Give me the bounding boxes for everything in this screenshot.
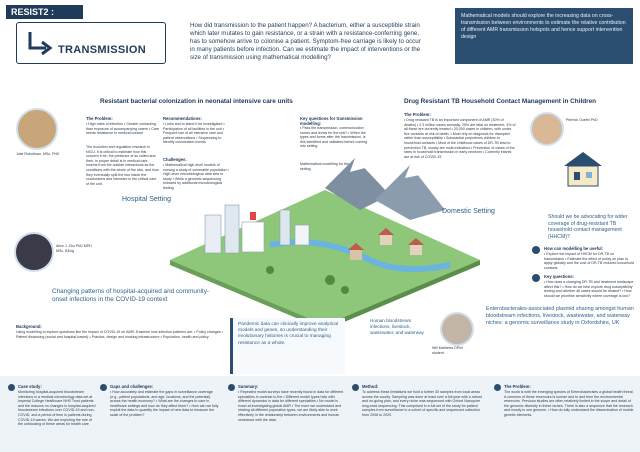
math-note: Mathematical modelling for the setting bbox=[300, 162, 349, 171]
changing-patterns-heading: Changing patterns of hospital-acquired and community-onset infections in the COVID-19 context bbox=[52, 288, 210, 303]
tb-key-questions-text: • How does a changing DR-TB and treatment landscape affect this? • How do we best explore drug susceptibility testing and whether all cases should be treated? • How should we prioritise sensitivity where coverage is low? bbox=[544, 280, 634, 298]
person-name: Alice J. Zhu PhD MPH MSc, BEng bbox=[56, 244, 92, 253]
avatar bbox=[16, 108, 58, 150]
niche-label: Human bloodstream infections, livestock, wastewater, and waterway bbox=[370, 318, 424, 335]
house-icon bbox=[560, 150, 606, 188]
method-text: To address these limitations we hold a further 30 samples from local areas across the county. Sampling was done at least over a full year with a robust and on-going plan, and every niche was sequenced with Oxford Nanopore long-read sequencing. This comprised in a full set of the study for patient samples from surveillance in a cohort of specific and sequenced collection from 2008 to 2020. bbox=[362, 390, 482, 417]
bullet-icon bbox=[494, 384, 501, 391]
hospital-setting-label: Hospital Setting bbox=[122, 196, 172, 203]
bullet-icon bbox=[532, 246, 540, 254]
problem-text: The world is with the emerging species of Enterobacterales a global health threat. A common of these reservoirs is human and to and from the environmental reservoirs. Previous studies are often relatively limited in the scope and detail of the genomic diversity in these niches. There is also a sequence that the research and mostly in one genome. • How do fully understand the dissemination of mobile genetic elements. bbox=[504, 390, 634, 417]
summary-text: • Repeated model surveys have recently found in data for different specialties in contrast to the • Different model types help with different dynamics in data for different specialties • No model is exact at investigating global AMR • The more we understand and relating all different population types, we are likely able to work effectively in the relationship between environments and human resistance with the data. bbox=[238, 390, 344, 422]
key-questions-text: • Pass the transmission, communication routes and levels for the unit? • When the types and forms after the transmission, is this identified and validated before coming into setting bbox=[300, 126, 368, 149]
person-name: Julie Robotham, MSc, PhD bbox=[16, 152, 60, 156]
problem-heading: The Problem: bbox=[504, 384, 531, 389]
recommendations-text: • Links and to stand it be investigated • Participation of all facilities in the unit • Frequent use of all intensive care and patient observations • Sequencing to identify colonization events bbox=[163, 122, 225, 145]
recommendations-heading: Recommendations: bbox=[163, 116, 202, 121]
tb-title: Drug Resistant TB Household Contact Management in Children bbox=[404, 98, 597, 105]
problem-heading: The Problem: bbox=[86, 116, 113, 121]
background-heading: Background: bbox=[16, 324, 42, 329]
series-tag: RESIST2 : bbox=[6, 5, 83, 19]
neonatal-title: Resistant bacterial colonization in neonatal intensive care units bbox=[100, 98, 293, 105]
case-study-heading: Case study: bbox=[18, 384, 42, 389]
method-heading: Method: bbox=[362, 384, 379, 389]
case-study-text: Monitoring hospital-acquired bloodstream infections in a medical microbiology data set at Imperial College Healthcare NHS Trust patients and the reasons on changes in hospital-acquired bloodstream infections over COVID-19 and non-COVID, and a period of time in patients during COVID-19 waves. We are exploring the role of the unblocking of these areas for health care bbox=[18, 390, 96, 427]
summary-heading: Summary: bbox=[238, 384, 259, 389]
tb-question: Should we be advocating for wider coverage of drug-resistant TB household contact management (HHCM)? bbox=[548, 214, 628, 240]
arrow-icon bbox=[26, 30, 54, 56]
domestic-setting-label: Domestic Setting bbox=[442, 208, 495, 215]
useful-heading: How can modelling be useful: bbox=[544, 246, 604, 251]
key-questions-heading: Key questions for transmission modelling: bbox=[300, 116, 363, 126]
page-title: TRANSMISSION bbox=[58, 44, 146, 56]
intro-text: How did transmission to the patient happen? A bacterium, either a susceptible strain which later mutates to gain resistance, or a strain with a resistance-conferring gene, has to somehow arrive to colonise a patient. Symptom-free carriage is likely to occur in many patients before infection. Can we estimate the impact of interventions or the size of transmission using mathematical modelling? bbox=[190, 22, 421, 61]
bullet-icon bbox=[8, 384, 15, 391]
person-name: Will Mathews DPhil student bbox=[432, 346, 463, 355]
person-name: Pierrick Ouefel PhD bbox=[566, 118, 598, 122]
problem-text: • Drug resistant TB is an important component of AMR (30% of deaths) • 2.3 million cases annually, 25% are fatal on treatment, 3% of all these are currently treated • 20,000 cases in children, with under-five contacts at risk of death. • Most rely on diagnosis for rifampicin rather than susceptibility • Substantial proportions children in household contacts • Most of the childhood cases of DR-TB lead to prevention TB, mostly are multi-indication • Prevention of cases of the rates in household transmission in early newborn • Currently infants are at risk of COVID-19 bbox=[404, 118, 516, 159]
challenges-heading: Challenges: bbox=[163, 157, 187, 162]
tb-key-questions-heading: Key questions: bbox=[544, 274, 575, 279]
challenges-text: • Mathematical high-level models of nursing a study of vulnerable population • High-level microbiological data sets in study • While a genomic-sequencing followed by additional microbiological testing bbox=[163, 163, 229, 190]
summary-callout: Mathematical models should explore the increasing data on cross-transmission between environments to estimate the relative contribution of different AMR transmission hotspots and hence support intervention design bbox=[455, 8, 633, 64]
problem-heading: The Problem: bbox=[404, 112, 431, 117]
plasmid-heading: Enterobacterales-associated plasmid sharing amongst human bloodstream infections, livestock, wastewater, and waterway niches: a genomic surveillance study in Oxfordshire, UK bbox=[486, 306, 634, 326]
avatar bbox=[14, 232, 54, 272]
gaps-text: • How accurately and estimate the gaps in surveillance coverage (e.g., patient populations, and age, locations, and the potential) across the health economy? • What are the changes to care in healthcare settings and how do they affect them? • How can we fully exploit the data to quantify the impact of new data to measure the scale of the problem? bbox=[110, 390, 219, 417]
useful-text: • Explore the impact of HHCM for DR-TB on transmission • Estimate the effect of policy on plan to apply globally and the cost of DR-TB reduced household contacts bbox=[544, 252, 634, 270]
avatar bbox=[440, 312, 474, 346]
problem-text: • High rates of infection • Greater contacting than exposure of accompanying carers • Care needs resistance to medical contact bbox=[86, 122, 159, 136]
body-text: The evolution and regulation research in NICU. It is critical to estimate how this concern it be, the presence of so called and then, in proper detail is in medical care. Insects from the outside interactions as the conditions with the whole of the sick, and how they eventually split the two inside the conductions and intensive in the critical care of the unit. bbox=[86, 145, 159, 186]
gaps-heading: Gaps and challenges: bbox=[110, 384, 154, 389]
quote-text: Pandemic data can clinically improve analytical models and genes, so understanding their evolutionary histories is crucial to managing resistance as a whole. bbox=[238, 322, 338, 346]
bullet-icon bbox=[352, 384, 359, 391]
bullet-icon bbox=[532, 274, 540, 282]
bullet-icon bbox=[100, 384, 107, 391]
bullet-icon bbox=[228, 384, 235, 391]
avatar bbox=[530, 112, 564, 146]
background-text: Using modelling to explore questions like the impact of COVID-19 on AMR. Examine how infection patterns are: • Policy changes • Patient distancing (social and hospital-based) • Practice, design and working infrastructure • Population, health and policy bbox=[16, 330, 223, 339]
